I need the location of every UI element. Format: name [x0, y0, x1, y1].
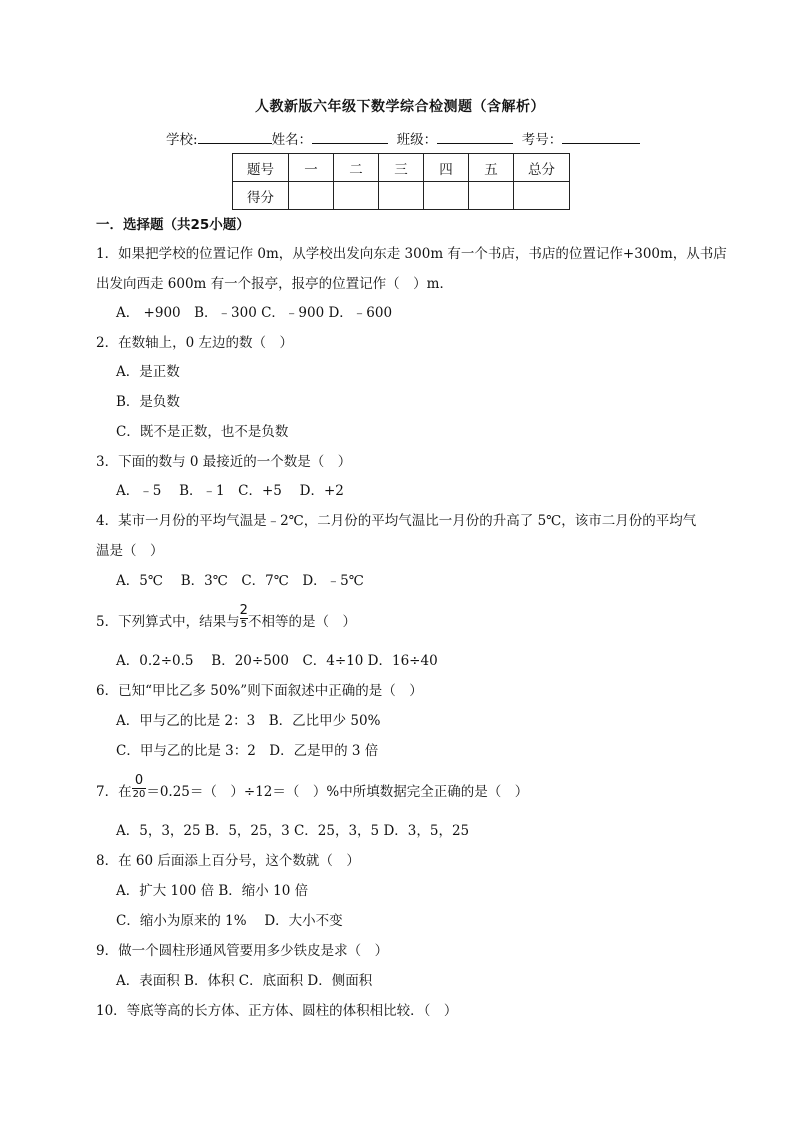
class-label: 班级：: [396, 132, 438, 148]
question-8-options-cd: C．缩小为原来的 1% D．大小不变: [116, 913, 343, 929]
document-title: 人教新版六年级下数学综合检测题（含解析）: [255, 99, 545, 115]
score-row-label: 得分: [233, 182, 289, 210]
question-2-option-b: B．是负数: [116, 394, 180, 410]
question-9-stem: 9．做一个圆柱形通风管要用多少铁皮是求（ ）: [96, 943, 389, 959]
score-table-score-row: [233, 182, 570, 210]
question-7-options: A．5，3，25 B．5，25，3 C．25，3，5 D．3，5，25: [116, 823, 470, 839]
question-4-stem-line-1: 4．某市一月份的平均气温是﹣2℃，二月份的平均气温比一月份的升高了 5℃，该市二月份的平均气: [96, 513, 697, 529]
fraction-denominator: 5: [240, 618, 247, 630]
name-label: 姓名：: [271, 132, 313, 148]
question-6-options-ab: A．甲与乙的比是 2：3 B．乙比甲少 50%: [116, 713, 381, 729]
question-5-stem: [96, 602, 716, 636]
school-blank[interactable]: [198, 130, 272, 144]
school-label: 学校:: [166, 132, 198, 148]
header-cell: 题号: [233, 154, 289, 182]
score-cell[interactable]: [379, 182, 424, 210]
question-8-options-ab: A．扩大 100 倍 B．缩小 10 倍: [116, 883, 309, 899]
question-4-options: A．5℃ B．3℃ C．7℃ D．﹣5℃: [116, 573, 364, 589]
question-5-options: A．0.2÷0.5 B．20÷500 C．4÷10 D．16÷40: [116, 653, 438, 669]
student-info-line: [166, 128, 646, 148]
score-cell[interactable]: [514, 182, 570, 210]
question-3-stem: 3．下面的数与 0 最接近的一个数是（ ）: [96, 454, 352, 470]
header-cell: 总分: [514, 154, 570, 182]
header-cell: 四: [424, 154, 469, 182]
fraction-numerator: 0: [134, 772, 144, 788]
header-cell: 一: [289, 154, 334, 182]
question-2-stem: 2．在数轴上，0 左边的数（ ）: [96, 335, 293, 351]
question-7-fraction: [132, 774, 147, 800]
question-9-options: A．表面积 B．体积 C．底面积 D．侧面积: [116, 973, 373, 989]
question-4-stem-line-2: 温是（ ）: [96, 543, 164, 559]
question-7-stem-prefix: 7．在: [96, 784, 132, 800]
fraction-denominator: 20: [132, 788, 146, 800]
question-8-stem: 8．在 60 后面添上百分号，这个数就（ ）: [96, 853, 360, 869]
question-7-stem-suffix: ＝0.25＝（ ）÷12＝（ ）%中所填数据完全正确的是（ ）: [146, 784, 529, 800]
class-blank[interactable]: [437, 130, 513, 144]
question-5-fraction: [240, 604, 248, 630]
score-cell[interactable]: [334, 182, 379, 210]
header-cell: 五: [469, 154, 514, 182]
question-1-stem-line-1: 1．如果把学校的位置记作 0m，从学校出发向东走 300m 有一个书店，书店的位置记作+300m，从书店: [96, 246, 727, 262]
question-1-stem-line-2: 出发向西走 600m 有一个报亭，报亭的位置记作（ ）m．: [96, 276, 453, 292]
name-blank[interactable]: [312, 130, 388, 144]
score-cell[interactable]: [469, 182, 514, 210]
question-7-stem: [96, 772, 716, 806]
question-1-options: A． +900 B．﹣300 C．﹣900 D．﹣600: [116, 305, 393, 321]
question-5-stem-suffix: 不相等的是（ ）: [247, 614, 356, 630]
score-cell[interactable]: [424, 182, 469, 210]
question-2-option-c: C．既不是正数，也不是负数: [116, 424, 289, 440]
question-10-stem: 10．等底等高的长方体、正方体、圆柱的体积相比较．（ ）: [96, 1003, 458, 1019]
header-cell: 二: [334, 154, 379, 182]
question-6-stem: 6．已知“甲比乙多 50%”则下面叙述中正确的是（ ）: [96, 683, 423, 699]
score-table-header-row: [233, 154, 570, 182]
question-5-stem-prefix: 5．下列算式中，结果与: [96, 614, 240, 630]
score-cell[interactable]: [289, 182, 334, 210]
exam-number-blank[interactable]: [562, 130, 640, 144]
header-cell: 三: [379, 154, 424, 182]
fraction-numerator: 2: [239, 602, 248, 618]
score-table: [232, 153, 570, 210]
exam-number-label: 考号：: [521, 132, 563, 148]
question-2-option-a: A．是正数: [116, 364, 180, 380]
question-3-options: A．﹣5 B．﹣1 C．+5 D．+2: [116, 483, 344, 499]
section-heading: 一．选择题（共25小题）: [96, 217, 250, 233]
question-6-options-cd: C．甲与乙的比是 3：2 D．乙是甲的 3 倍: [116, 743, 379, 759]
